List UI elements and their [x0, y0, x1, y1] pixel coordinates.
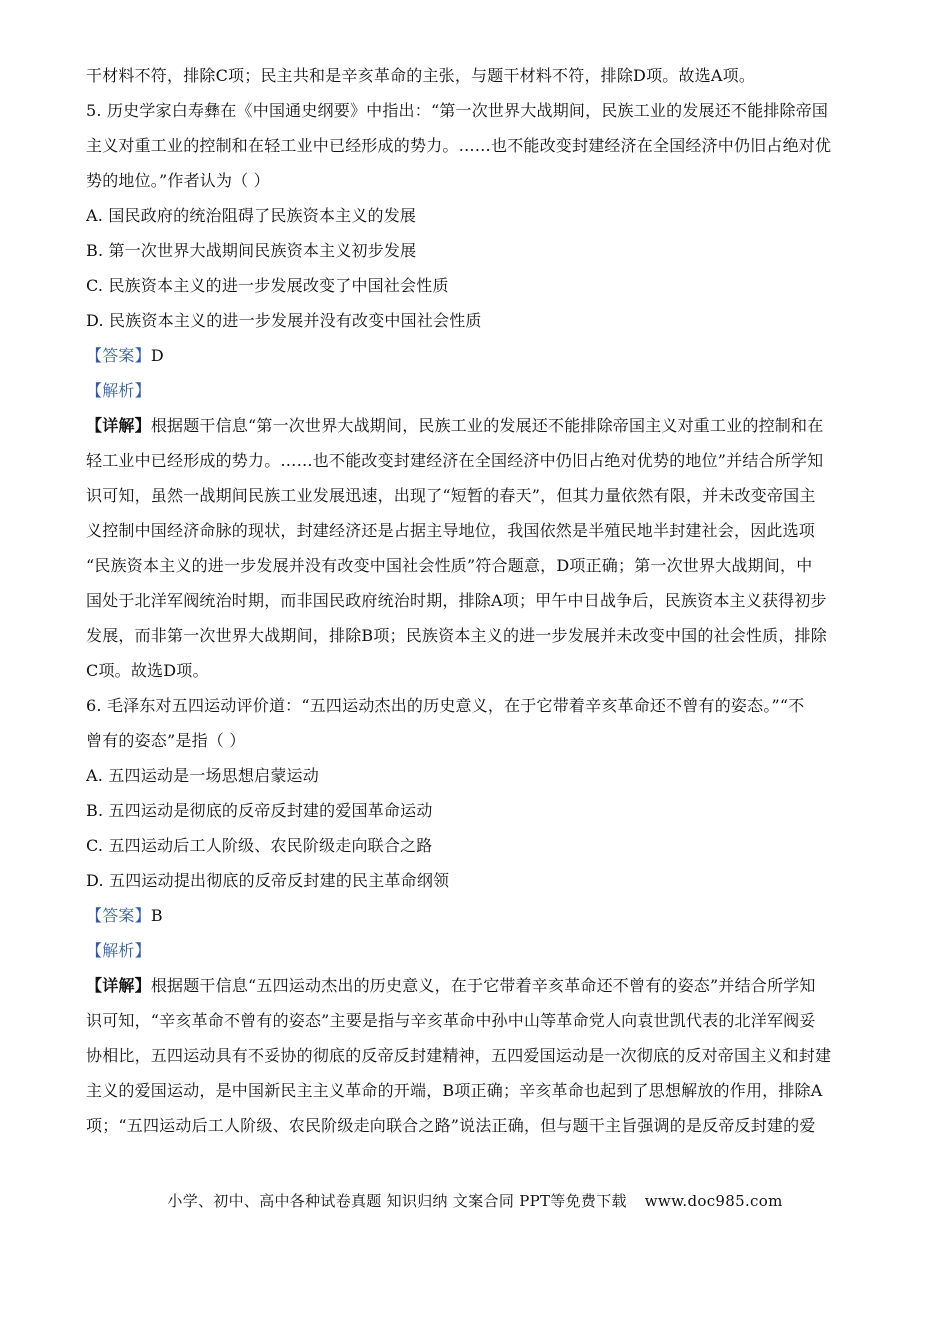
detail-line: [86, 976, 860, 1011]
answer-line: [86, 906, 860, 941]
text-line: 干材料不符，排除C项；民主共和是辛亥革命的主张，与题干材料不符，排除D项。故选A项。: [86, 66, 756, 85]
analysis-tag: 【解析】: [86, 941, 151, 960]
text-line: 协相比，五四运动具有不妥协的彻底的反帝反封建精神，五四爱国运动是一次彻底的反对帝国主义和封建: [86, 1046, 832, 1065]
text-line: 义控制中国经济命脉的现状，封建经济还是占据主导地位，我国依然是半殖民地半封建社会，因此选项: [86, 521, 816, 540]
option-c: C. 民族资本主义的进一步发展改变了中国社会性质: [86, 276, 449, 295]
question-6-stem: 6. 毛泽东对五四运动评价道：“五四运动杰出的历史意义，在于它带着辛亥革命还不曾有的姿态。”“不: [86, 696, 805, 715]
page-content: [86, 66, 860, 1151]
detail-tag: 【详解】: [86, 416, 151, 435]
option-c: C. 五四运动后工人阶级、农民阶级走向联合之路: [86, 836, 433, 855]
detail-text: 根据题干信息“第一次世界大战期间，民族工业的发展还不能排除帝国主义对重工业的控制和在: [150, 416, 824, 435]
option-b: B. 第一次世界大战期间民族资本主义初步发展: [86, 241, 417, 260]
option-a: A. 五四运动是一场思想启蒙运动: [86, 766, 319, 785]
analysis-line: [86, 381, 860, 416]
text-line: 发展，而非第一次世界大战期间，排除B项；民族资本主义的进一步发展并未改变中国的社会性质，排除: [86, 626, 827, 645]
text-line: 项；“五四运动后工人阶级、农民阶级走向联合之路”说法正确，但与题干主旨强调的是反帝反封建的爱: [86, 1116, 816, 1135]
answer-line: [86, 346, 860, 381]
text-line: 曾有的姿态”是指（ ）: [86, 731, 246, 750]
text-line: 轻工业中已经形成的势力。……也不能改变封建经济在全国经济中仍旧占绝对优势的地位”并结合所学知: [86, 451, 824, 470]
text-line: C项。故选D项。: [86, 661, 209, 680]
detail-tag: 【详解】: [86, 976, 151, 995]
analysis-line: [86, 941, 860, 976]
text-line: 主义对重工业的控制和在轻工业中已经形成的势力。……也不能改变封建经济在全国经济中仍旧占绝对优: [86, 136, 832, 155]
footer-url[interactable]: www.doc985.com: [644, 1192, 783, 1210]
option-a: A. 国民政府的统治阻碍了民族资本主义的发展: [86, 206, 417, 225]
question-5-stem: 5. 历史学家白寿彝在《中国通史纲要》中指出：“第一次世界大战期间，民族工业的发展还不能排除帝国: [86, 101, 829, 120]
answer-tag: 【答案】: [86, 906, 151, 925]
footer-text: 小学、初中、高中各种试卷真题 知识归纳 文案合同 PPT等免费下载: [167, 1192, 627, 1210]
text-line: “民族资本主义的进一步发展并没有改变中国社会性质”符合题意，D项正确；第一次世界大战期间，中: [86, 556, 813, 575]
text-line: 主义的爱国运动，是中国新民主主义革命的开端，B项正确；辛亥革命也起到了思想解放的作用，排除A: [86, 1081, 823, 1100]
page-footer: [0, 1190, 950, 1211]
option-d: D. 民族资本主义的进一步发展并没有改变中国社会性质: [86, 311, 482, 330]
text-line: 势的地位。”作者认为（ ）: [86, 171, 270, 190]
option-d: D. 五四运动提出彻底的反帝反封建的民主革命纲领: [86, 871, 450, 890]
text-line: 识可知，“辛亥革命不曾有的姿态”主要是指与辛亥革命中孙中山等革命党人向袁世凯代表的北洋军阀妥: [86, 1011, 816, 1030]
text-line: 国处于北洋军阀统治时期，而非国民政府统治时期，排除A项；甲午中日战争后，民族资本主义获得初步: [86, 591, 827, 610]
analysis-tag: 【解析】: [86, 381, 151, 400]
answer-value: D: [150, 346, 164, 365]
detail-line: [86, 416, 860, 451]
text-line: 识可知，虽然一战期间民族工业发展迅速，出现了“短暂的春天”，但其力量依然有限，并未改变帝国主: [86, 486, 816, 505]
answer-value: B: [150, 906, 163, 925]
option-b: B. 五四运动是彻底的反帝反封建的爱国革命运动: [86, 801, 433, 820]
answer-tag: 【答案】: [86, 346, 151, 365]
detail-text: 根据题干信息“五四运动杰出的历史意义，在于它带着辛亥革命还不曾有的姿态”并结合所学知: [150, 976, 816, 995]
